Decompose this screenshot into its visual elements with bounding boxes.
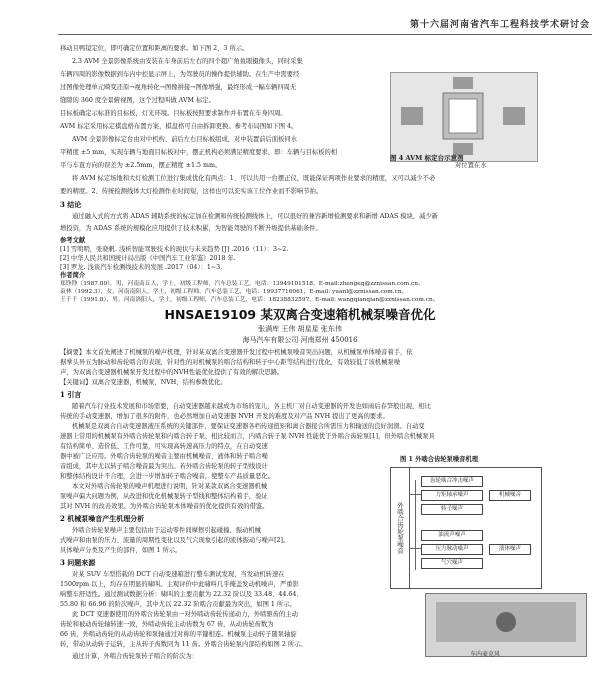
section-title: 3 问题来源 [60, 558, 96, 567]
diagram-node: 机械噪音 [489, 490, 531, 501]
diagram-node: 压力脉动噪声 [421, 544, 483, 555]
photo-caption: 车内麦克风 [470, 651, 501, 658]
section-title: 1 引言 [60, 390, 82, 399]
figure-caption: 图 1 外啮合齿轮泵噪音机理 [400, 456, 479, 463]
s3-line: 1500rpm 以上，均存在明显的啸叫。主观评价中此啸叫几乎掩盖发动机噪声，严重影 [60, 581, 299, 588]
author-bio: 袁林（1992.3），女，河南南阳人，学士，初级工程师，汽车总装工艺，电话：19937716061，E-mail: yuanl@zznissan.com.cn。 [60, 289, 408, 295]
intro-line: 速器上常用的机械泵有外啮合齿轮泵和内啮合转子泵，相比较而言，内啮合转子泵 NVH 性能优于外啮合齿轮泵[1]，但外啮合机械泵具 [60, 433, 435, 440]
prev-line: 2.3 AVM 全景影像系统由安装在车身前后左右的四个超广角鱼眼摄像头，同时采集 [72, 58, 303, 65]
prev-line: 移动且鸭镜定位，即可确定位置和距离的要求。如下图 2、3 所示。 [60, 45, 249, 52]
noise-mechanism-diagram [390, 467, 542, 589]
author-bio-title: 作者简介 [60, 272, 86, 279]
prev-line: 车辆四周的影像数据到车内中控显示屏上，为驾驶员的操作提供辅助。在生产中需要经 [60, 71, 300, 78]
s3-line: 此 DCT 变速器使用的外啮合齿轮泵由一对外啮动齿轮传递动力，外啮驱齿的主动 [72, 611, 298, 618]
reference-item: [3] 罗龙. 浅谈汽车检测线技术的发展 .2017（04）：1~3. [60, 264, 223, 271]
intro-line: 音组成，其中尤以转子啮合噪音最为突出。若外啮合齿轮泵的转子型线设计 [60, 463, 268, 470]
avm-calibration-figure [390, 72, 538, 162]
s2-line: 式噪声和由泵的压力、流量的周期性变化以及气穴现象引起的流体振动与噪声[2]。 [60, 537, 290, 544]
article-title: HNSAE19109 某双离合变速箱机械泵噪音优化 [164, 307, 436, 322]
diagram-node: 液体噪声 [489, 544, 531, 555]
diagram-connector [409, 548, 421, 549]
prev-line: 将 AVM 标定场地和大灯检测工位进行集成优化有两点：1、可以共用一台摆正仪，既能保证两项作业要求的精度，又可以减少不必 [72, 175, 436, 182]
journal-title: 第十六届河南省汽车工程科技学术研讨会 [409, 20, 590, 30]
reference-item: [2] 中华人民共和国统计局出版《中国汽车工业年鉴》2018 年. [60, 255, 236, 262]
prev-line: 要的精度。2、传统检测线体大灯检测作业时间短，这样也可以充实该工位作业而不影响节拍。 [60, 188, 323, 195]
intro-line: 和整体结构设计不合理，会进一步增加转子啮合噪音，使整车产品质量恶化。 [60, 473, 275, 480]
intro-line: 其对 NVH 的改善效果。为外啮合齿轮泵本体噪音的优化提供有效的借鉴。 [60, 503, 269, 510]
s3-line: 55.80 和 66.96 的阶次噪声，其中尤以 22.32 阶啮合贡献最为突出，如图 1 所示。 [60, 601, 296, 608]
intro-line: 机械泵是双离合自动变速器液压系统的关键部件，要保证变速器各档传递扭矩和离合器接合所需压力和输送的良好润滑。自动变 [72, 423, 425, 430]
references-title: 参考文献 [60, 237, 86, 244]
diagram-node: 油流声噪声 [421, 530, 483, 541]
diagram-connector [409, 494, 421, 495]
prev-line: 缝隙的 360 度全景俯视图，这个过程叫做 AVM 标定。 [60, 97, 215, 104]
diagram-node: 齿轮啮合冲击噪声 [421, 476, 483, 487]
intro-line: 传统的手动变速器，增加了很多的附件，也必然增加自动变速器 NVH 开发的难度及对产品 NVH 提出了更高的要求。 [60, 413, 389, 420]
s3-line: 转，带动从动转子运转，主从转子齿数同为 11 齿。外啮合齿轮泵内部结构如图 2 所示。 [60, 641, 307, 648]
abstract-line: 据拳头异五为脉动和齿轮啮合的表现，针对性的对机械泵的啮合结构和转子中心距等结构进行优化，有效较低了该机械泵噪 [60, 359, 401, 366]
diagram-root: 外啮合齿轮泵噪音 [391, 468, 410, 588]
prev-line: 平与车直方向的误差为 ±2.5mm，摆正精度 ±1.5 mm。 [60, 162, 222, 169]
intro-line: 有结构简单、造价低、工作可靠，可实现高转速高压力的特点，在自动变速 [60, 443, 268, 450]
s3-line: 对某 SUV 车型搭载的 DCT 自动变速箱进行整车测试发现，当发动机转速在 [72, 571, 285, 578]
diagram-node: 气穴噪声 [421, 558, 483, 569]
reference-item: [1] 雪明明，张晓帆. 浅析智能驾驶技术的现状与未来趋势 [J] .2016（11）：3~2. [60, 246, 289, 253]
author-bio: 郑铮铮（1987.09），男，河南南丘人，学士，初级工程师，汽车总装工艺，电话：13949101518，E-mail:zhengeq@zznissan.com.cn。 [60, 281, 424, 287]
diagram-node: 力矩轴承噪声 [421, 490, 483, 501]
intro-line: 器中被广泛应用。外啮合齿轮泵的噪音主要由机械噪音、液体和转子啮合噪 [60, 453, 268, 460]
abstract-line: 【摘要】本文首先阐述了机械泵的噪声机理，针对某双离合变速器开发过程中机械泵噪音突出问题，从机械泵单体噪音着手，依 [60, 349, 413, 356]
s2-line: 外啮合齿轮泵噪声主要包括由于运动零件间摩擦引起碰撞、振动机械 [72, 527, 261, 534]
intro-line: 泵噪声偏大问题为例，从改进和优化机械泵转子型线和整体结构着手，验证 [60, 493, 268, 500]
section-title: 2 机械泵噪音产生机理分析 [60, 514, 145, 523]
s3-line: 通过计算，外啮合齿轮泵转子啮合的阶次为： [72, 653, 198, 660]
prev-line: 过图像处理单元畸变还原→视角转化→图像拼接→图像增强，最终形成一幅车辆四周无 [60, 84, 297, 91]
article-authors: 张满库 王伟 胡星星 张东伟 [258, 325, 342, 333]
section-title: 3 结论 [60, 200, 82, 209]
fig-side-text: 对位置在水 [455, 162, 487, 169]
intro-line: 随着汽车行业技术发展和市场需要，自动变速器越来越成为市场的宠儿，各主机厂对自动变速器的开发也如雨后春笋般出现，相比 [72, 403, 431, 410]
conclusion-line: 通过融入式的方式将 ADAS 辅助系统的标定加在检测和传统检测线体上，可以很好的兼容新增检测要求和新增 ADAS 模块，减少新 [72, 213, 439, 220]
prev-line: 目标板确定示标准的目标板，灯光环境。目标板按照要求制作并布置在车身四周。 [60, 110, 287, 117]
figure-caption: 图 4 AVM 标定台示意图 [390, 154, 464, 162]
diagram-node: 转子噪声 [421, 504, 483, 515]
microphone-photo [425, 593, 587, 657]
article-affiliation: 海马汽车有限公司 河南郑州 450016 [242, 336, 358, 344]
conclusion-line: 增投资，为 ADAS 系统的规模化应用提供了技术积累，为智能驾驶的不断升级提供基础条件。 [60, 225, 322, 232]
prev-line: AVM 全景影像标定台由对中机构、前后左右目标板组成，对中装置前后面板同水 [72, 136, 298, 143]
author-bio: 王千千（1991.8），男，河南洛阳人，学士，初级工程师，汽车总装工艺，电话：18238832597，E-mail: wangqianqian@zznissan.com.cn。 [60, 297, 439, 303]
s3-line: 66 齿，外啮动齿轮的从动齿轮和泵轴通过对称的平键相连。机械泵主动转子随泵轴旋 [60, 631, 297, 638]
prev-line: AVM 标定采用标定棋盘格布置方案，棋盘格可自由拆卸更换。参考布局图如下图 4。 [60, 123, 298, 130]
abstract-line: 声，为双离合变速器机械泵开发过程中的NVH性能优化提供了有效的解决思路。 [60, 369, 284, 376]
page-header [0, 0, 600, 38]
intro-line: 本文对外啮合齿轮泵的噪声机理进行说明，针对某款双离合变速器机械 [72, 483, 268, 490]
header-rule [58, 34, 592, 35]
keywords: 【关键词】双离合变速器，机械泵，NVH，结构参数优化。 [60, 379, 227, 386]
s2-line: 具体噪声分类及产生的部件，如图 1 所示。 [60, 547, 182, 554]
prev-line: 平精度 ±5 mm，实现车辆与地面目标板对中，摆正机构必须满足精度要求，即：车辆与目标板的相 [60, 149, 338, 156]
s3-line: 响整车舒适性。通过测试数据分析：啸叫的主要贡献为 22.32 阶以及 33.48、44.64、 [60, 591, 303, 598]
s3-line: 齿轮和被动齿轮轴转速一致，外啮动齿轮主动齿数为 67 齿，从动齿轮齿数为 [60, 621, 274, 628]
